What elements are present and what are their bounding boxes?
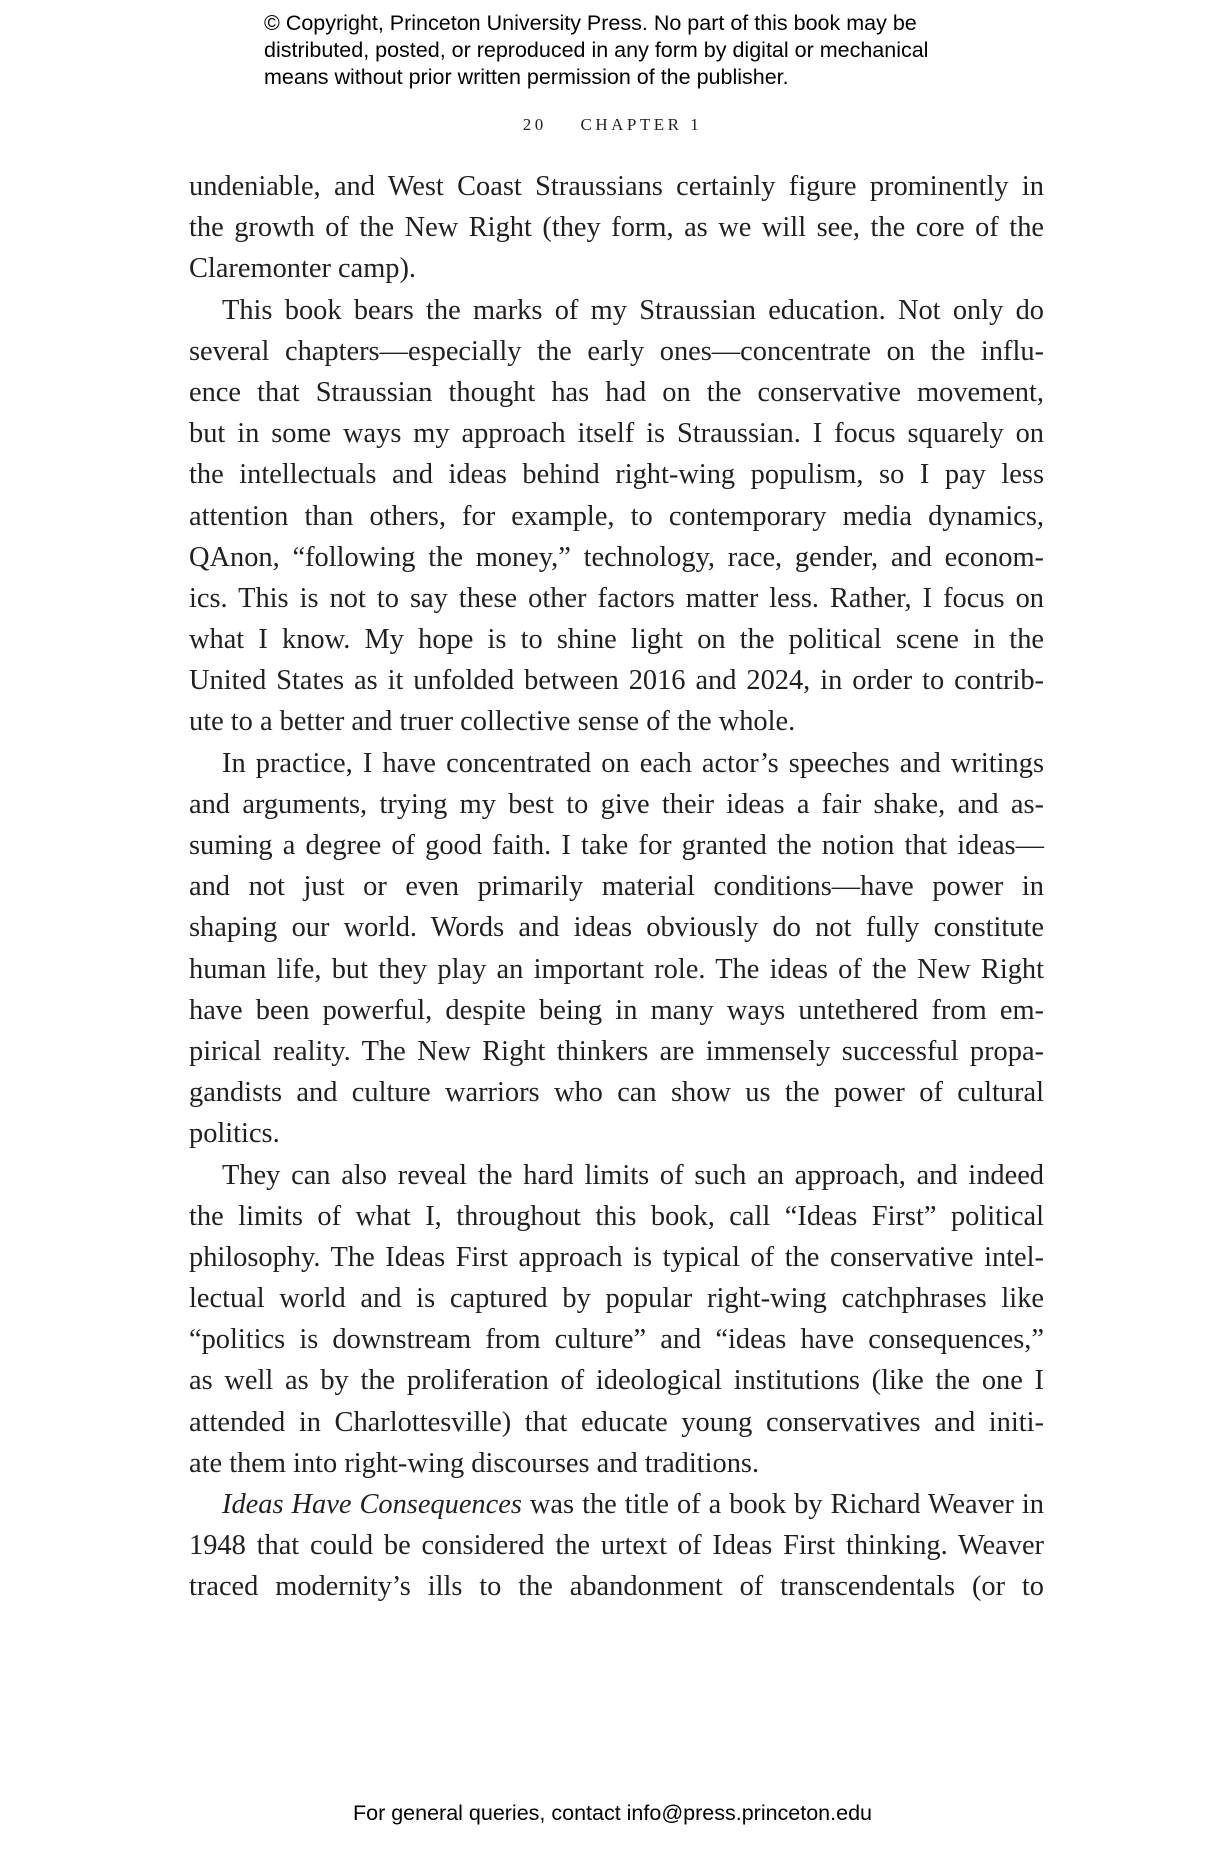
copyright-line: © Copyright, Princeton University Press. No part of this book may be bbox=[264, 11, 917, 35]
text-line-content: and arguments, trying my best to give their ideas a fair shake, and as- bbox=[189, 788, 1044, 820]
text-line-content: several chapters—especially the early ones—concentrate on the influ- bbox=[189, 335, 1044, 367]
text-line bbox=[189, 1566, 1044, 1607]
text-line-content: ute to a better and truer collective sense of the whole. bbox=[189, 706, 796, 738]
text-line bbox=[189, 1402, 1044, 1443]
text-line bbox=[189, 207, 1044, 248]
text-line-content: as well as by the proliferation of ideological institutions (like the one I bbox=[189, 1365, 1044, 1397]
text-line-content: and not just or even primarily material conditions—have power in bbox=[189, 871, 1044, 903]
text-line bbox=[189, 660, 1044, 701]
text-line bbox=[189, 907, 1044, 948]
text-line-content: “politics is downstream from culture” and “ideas have consequences,” bbox=[189, 1324, 1044, 1356]
text-line bbox=[189, 372, 1044, 413]
text-line bbox=[189, 537, 1044, 578]
text-line-content: the limits of what I, throughout this book, call “Ideas First” political bbox=[189, 1200, 1044, 1232]
text-line-content: Claremonter camp). bbox=[189, 253, 417, 285]
text-line bbox=[189, 166, 1044, 207]
text-line-content: pirical reality. The New Right thinkers are immensely successful propa- bbox=[189, 1035, 1044, 1067]
text-line bbox=[189, 990, 1044, 1031]
text-line bbox=[189, 1360, 1044, 1401]
chapter-label: CHAPTER 1 bbox=[580, 115, 703, 134]
text-line bbox=[189, 1443, 1044, 1484]
running-head bbox=[0, 115, 1225, 135]
text-line bbox=[189, 331, 1044, 372]
text-line bbox=[189, 949, 1044, 990]
text-line bbox=[189, 784, 1044, 825]
text-line-content: ate them into right-wing discourses and traditions. bbox=[189, 1447, 760, 1479]
text-line-content: In practice, I have concentrated on each actor’s speeches and writings bbox=[222, 747, 1044, 779]
text-line-content: This book bears the marks of my Straussian education. Not only do bbox=[222, 294, 1044, 326]
page-number: 20 bbox=[522, 115, 547, 134]
text-line-content: the intellectuals and ideas behind right-wing populism, so I pay less bbox=[189, 459, 1044, 491]
text-line bbox=[189, 1072, 1044, 1113]
text-line bbox=[189, 1484, 1044, 1525]
text-line bbox=[189, 454, 1044, 495]
text-line bbox=[189, 1196, 1044, 1237]
text-line-content: ence that Straussian thought has had on the conservative movement, bbox=[189, 376, 1044, 408]
text-line bbox=[189, 1278, 1044, 1319]
text-line bbox=[189, 496, 1044, 537]
book-title-italic: Ideas Have Consequences bbox=[222, 1489, 522, 1520]
text-line-content: ics. This is not to say these other factors matter less. Rather, I focus on bbox=[189, 582, 1044, 614]
text-line bbox=[189, 743, 1044, 784]
text-line bbox=[189, 248, 1044, 289]
text-line-content: traced modernity’s ills to the abandonment of transcendentals (or to bbox=[189, 1571, 1044, 1603]
text-line bbox=[189, 413, 1044, 454]
text-line bbox=[189, 1319, 1044, 1360]
text-line-content: the growth of the New Right (they form, as we will see, the core of the bbox=[189, 212, 1044, 244]
footer-contact: For general queries, contact info@press.princeton.edu bbox=[352, 1801, 872, 1825]
text-line-content: attended in Charlottesville) that educate young conservatives and initi- bbox=[189, 1406, 1044, 1438]
text-line-content: philosophy. The Ideas First approach is typical of the conservative intel- bbox=[189, 1241, 1044, 1273]
text-line bbox=[189, 619, 1044, 660]
text-line bbox=[189, 825, 1044, 866]
text-line bbox=[189, 866, 1044, 907]
text-line-content: politics. bbox=[189, 1118, 280, 1150]
body-text bbox=[189, 166, 1044, 1608]
text-line-content: attention than others, for example, to contemporary media dynamics, bbox=[189, 500, 1044, 532]
text-line bbox=[189, 701, 1044, 742]
text-line-content: what I know. My hope is to shine light on the political scene in the bbox=[189, 624, 1044, 656]
text-line-content: shaping our world. Words and ideas obviously do not fully constitute bbox=[189, 912, 1044, 944]
text-line bbox=[189, 1525, 1044, 1566]
text-line bbox=[189, 1237, 1044, 1278]
text-line-content: was the title of a book by Richard Weaver in bbox=[521, 1489, 1044, 1520]
copyright-line: means without prior written permission of the publisher. bbox=[264, 65, 789, 89]
text-line-content: United States as it unfolded between 2016 and 2024, in order to contrib- bbox=[189, 665, 1044, 697]
text-line-content: but in some ways my approach itself is Straussian. I focus squarely on bbox=[189, 418, 1044, 450]
text-line-content: undeniable, and West Coast Straussians certainly figure prominently in bbox=[189, 171, 1044, 202]
text-line-content: QAnon, “following the money,” technology, race, gender, and econom- bbox=[189, 541, 1044, 573]
text-line-content: have been powerful, despite being in many ways untethered from em- bbox=[189, 994, 1044, 1026]
text-line-content: gandists and culture warriors who can show us the power of cultural bbox=[189, 1077, 1044, 1109]
text-line-content: They can also reveal the hard limits of such an approach, and indeed bbox=[222, 1159, 1044, 1191]
text-line bbox=[189, 1031, 1044, 1072]
text-line-content: suming a degree of good faith. I take for granted the notion that ideas— bbox=[189, 830, 1044, 861]
text-line-content: 1948 that could be considered the urtext of Ideas First thinking. Weaver bbox=[189, 1530, 1044, 1562]
text-line bbox=[189, 1113, 1044, 1154]
text-line-content: human life, but they play an important role. The ideas of the New Right bbox=[189, 953, 1044, 985]
copyright-line: distributed, posted, or reproduced in any form by digital or mechanical bbox=[264, 38, 929, 62]
text-line bbox=[189, 1155, 1044, 1196]
text-line-content: lectual world and is captured by popular right-wing catchphrases like bbox=[189, 1283, 1044, 1315]
text-line bbox=[189, 290, 1044, 331]
text-line bbox=[189, 578, 1044, 619]
copyright-notice bbox=[264, 10, 1024, 91]
